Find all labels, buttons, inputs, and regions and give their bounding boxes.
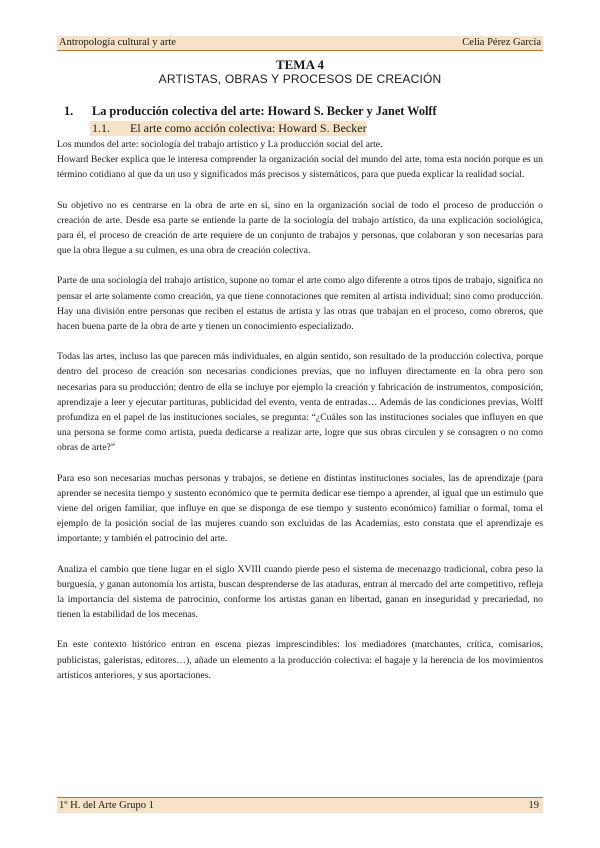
intro-line: Los mundos del arte: sociología del trabajo artístico y La producción social del arte. xyxy=(57,139,383,150)
body-text xyxy=(57,137,543,698)
paragraph-5: Para eso son necesarias muchas personas y trabajos, se detiene en distintas instituciones sociales, las de aprendizaje (para aprender se necesita tiempo y sustento económico que te permita dedicar ese tiempo a aprender, al igual que un estímulo que viene del origen familiar, que influye en que se disponga de ese tiempo y sustento económico) familiar o formal, toma el ejemplo de la posición social de las mujeres cuando son excluidas de las Academias, esto constata que el aprendizaje es importante; y también el patrocinio del arte. xyxy=(57,472,543,545)
paragraph-1: Howard Becker explica que le interesa comprender la organización social del mundo del arte, toma esta noción porque es un término cotidiano al que da un uso y significados más precisos y sistemáticos, para que pueda explicar la realidad social. xyxy=(57,154,543,181)
page-header xyxy=(57,36,543,50)
section-number: 1. xyxy=(64,104,74,118)
subsection-number: 1.1. xyxy=(92,121,110,135)
paragraph-2: Su objetivo no es centrarse en la obra de arte en sí, sino en la organización social de todo el proceso de producción o creación de arte. Desde esa parte se entiende la parte de la sociología del trabajo artístico, da una explicación sociológica, para él, el proceso de creación de arte requiere de un conjunto de trabajos y personas, que colaboran y son necesarias para que la obra llegue a su culmen, es una obra de creación colectiva. xyxy=(57,199,543,257)
section-title: La producción colectiva del arte: Howard S. Becker y Janet Wolff xyxy=(92,104,437,118)
footer-group: 1º H. del Arte Grupo 1 xyxy=(59,800,154,811)
subsection-title: El arte como acción colectiva: Howard S. Becker xyxy=(130,121,367,135)
section-heading xyxy=(64,104,437,119)
paragraph-6: Analiza el cambio que tiene lugar en el siglo XVIII cuando pierde peso el sistema de mecenazgo tradicional, cobra peso la burguesía, y ganan autonomía los artista, buscan desprenderse de las ataduras, entran al mercado del arte competitivo, refleja la importancia del sistema de patrocinio, conforme los artistas ganan en libertad, ganan en inseguridad y precariedad, no tienen la estabilidad de los mecenas. xyxy=(57,563,543,621)
page-footer xyxy=(57,798,543,813)
paragraph-4: Todas las artes, incluso las que parecen más individuales, en algún sentido, son resultado de la producción colectiva, porque dentro del proceso de creación son necesarias condiciones previas, que no influyen directamente en la obra pero son necesarias para su producción; dentro de ella se incluye por ejemplo la creación y fabricación de instrumentos, composición, aprendizaje a leer y ejecutar partituras, publicidad del evento, venta de entradas… Además de las condiciones previas, Wolff profundiza en el papel de las instituciones sociales, se pregunta: “¿Cuáles son las instituciones sociales que influyen en que una persona se forme como artista, pueda dedicarse a realizar arte, logre que sus obras circulen y se consagren o no como obras de arte?” xyxy=(57,351,543,454)
header-author: Celia Pérez García xyxy=(462,37,541,48)
header-course: Antropología cultural y arte xyxy=(59,37,176,48)
paragraph-7: En este contexto histórico entran en escena piezas imprescindibles: los mediadores (marchantes, crítica, comisarios, publicistas, galeristas, editores…), añade un elemento a la producción colectiva: el bagaje y la herencia de los movimientos artísticos anteriores, y sus aportaciones. xyxy=(57,639,543,681)
paragraph-3: Parte de una sociología del trabajo artístico, supone no tomar el arte como algo diferente a otros tipos de trabajo, significa no pensar el arte solamente como creación, ya que tiene connotaciones que remiten al artista individual; sino como producción. Hay una división entre personas que reciben el estatus de artista y las otras que trabajan en el proceso, como obreros, que hacen buena parte de la obra de arte y tienen un conocimiento especializado. xyxy=(57,275,543,333)
tema-heading: TEMA 4 xyxy=(275,57,325,72)
tema-subtitle: ARTISTAS, OBRAS Y PROCESOS DE CREACIÓN xyxy=(158,72,442,86)
header-rule xyxy=(57,50,543,51)
page-number: 19 xyxy=(528,800,539,811)
subsection-heading xyxy=(90,121,366,136)
